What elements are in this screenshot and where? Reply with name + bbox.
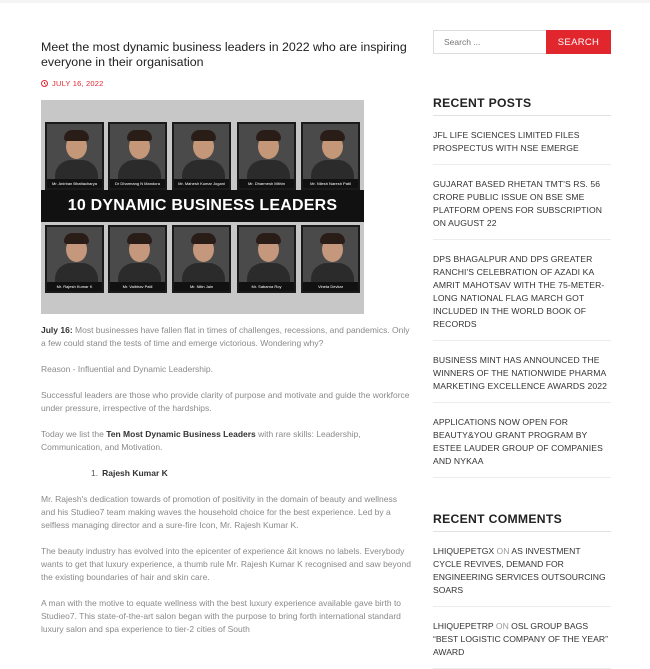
leader-caption: Mr. Dharmesh Mithin xyxy=(239,179,294,188)
leader-photo xyxy=(108,122,167,190)
comment-item xyxy=(433,607,611,669)
paragraph: Successful leaders are those who provide clarity of purpose and motivate and guide the workforce under pressure, irrespective of the hardships. xyxy=(41,390,410,413)
leader-caption: Dr Dharmang N Mandora xyxy=(110,179,165,188)
recent-comments-list xyxy=(433,532,611,669)
post-date[interactable] xyxy=(41,79,413,88)
leader-photo xyxy=(45,122,104,190)
paragraph: A man with the motive to equate wellness with the best luxury experience available gave birth to Studieo7. This state-of-the-art salon began with the purpose to bring forth international standard luxury salon and spa experience to tier-2 cities of South xyxy=(41,598,402,634)
search-input[interactable] xyxy=(433,30,546,54)
paragraph xyxy=(41,324,413,350)
dateline: July 16: xyxy=(41,325,73,335)
article xyxy=(41,40,413,649)
recent-posts-list xyxy=(433,116,611,478)
sidebar xyxy=(433,30,611,669)
leader-photo xyxy=(45,225,104,293)
post-title[interactable]: Meet the most dynamic business leaders in 2022 who are inspiring everyone in their organisation xyxy=(41,40,407,69)
image-banner: 10 DYNAMIC BUSINESS LEADERS xyxy=(41,190,364,222)
leader-caption: Mr. Mahesh Kumar Jogani xyxy=(174,179,229,188)
paragraph: The beauty industry has evolved into the epicenter of experience &it knows no labels. Everybody wants to get that luxury experience, a thumb rule Mr. Rajesh Kumar K recognised and saw beyond the existing boundaries of hair and skin care. xyxy=(41,546,411,582)
article-body xyxy=(41,324,413,636)
leader-caption: Vineta Devkar xyxy=(303,282,358,291)
comment-on: ON xyxy=(494,546,512,556)
top-border xyxy=(0,0,650,3)
leader-photo xyxy=(237,225,296,293)
leader-caption: Mr. Anirban Bhattacharya xyxy=(47,179,102,188)
leader-caption: Mr. Nitin Jain xyxy=(174,282,229,291)
recent-post-link[interactable]: GUJARAT BASED RHETAN TMT'S RS. 56 CRORE PUBLIC ISSUE ON BSE SME PLATFORM OPENS FOR SUBSCRIPTION ON AUGUST 22 xyxy=(433,165,611,240)
leader-caption: Mr. Nilesh Naresh Patil xyxy=(303,179,358,188)
numbered-list-item xyxy=(41,467,413,480)
featured-image xyxy=(41,100,364,314)
leader-photo xyxy=(108,225,167,293)
recent-comments-heading: RECENT COMMENTS xyxy=(433,512,611,532)
leader-photo xyxy=(301,225,360,293)
clock-icon xyxy=(41,80,48,87)
list-item-text: Rajesh Kumar K xyxy=(102,468,168,478)
comment-on: ON xyxy=(493,621,512,631)
comment-post-link[interactable]: OSL GROUP BAGS “BEST LOGISTIC COMPANY OF THE YEAR” AWARD xyxy=(433,621,608,657)
recent-post-link[interactable]: APPLICATIONS NOW OPEN FOR BEAUTY&YOU GRANT PROGRAM BY ESTEE LAUDER GROUP OF COMPANIES AND NYKAA xyxy=(433,403,611,478)
recent-post-link[interactable]: BUSINESS MINT HAS ANNOUNCED THE WINNERS OF THE NATIONWIDE PHARMA MARKETING EXCELLENCE AWARDS 2022 xyxy=(433,341,611,403)
paragraph: Reason - Influential and Dynamic Leadership. xyxy=(41,364,213,374)
comment-author[interactable]: LHIQUEPETGX xyxy=(433,546,495,556)
leaders-link[interactable]: Ten Most Dynamic Business Leaders xyxy=(106,429,256,439)
leader-photo xyxy=(172,122,231,190)
post-date-text[interactable]: JULY 16, 2022 xyxy=(52,79,104,88)
leader-caption: Mr. Rajesh Kumar K xyxy=(47,282,102,291)
paragraph-text: Most businesses have fallen flat in times of challenges, recessions, and pandemics. Only a few could stand the tests of time and emerge victorious. Wondering why? xyxy=(41,325,410,348)
paragraph: Today we list the Ten Most Dynamic Business Leaders with rare skills: Leadership, Communication, and Motivation. xyxy=(41,429,361,452)
leader-caption: Mr. Sabarna Roy xyxy=(239,282,294,291)
leader-photo xyxy=(237,122,296,190)
leader-photo xyxy=(172,225,231,293)
list-number: 1. xyxy=(91,468,99,478)
comment-post-link[interactable]: AS INVESTMENT CYCLE REVIVES, DEMAND FOR ENGINEERING SERVICES OUTSOURCING SOARS xyxy=(433,546,606,595)
paragraph: Mr. Rajesh's dedication towards of promotion of positivity in the domain of beauty and wellness and his Studieo7 team making waves the household choice for the best experience. Led by a selfless managing director and a sure-fire Icon, Mr. Rajesh Kumar K. xyxy=(41,494,397,530)
comment-item xyxy=(433,532,611,607)
recent-posts-heading: RECENT POSTS xyxy=(433,96,611,116)
leader-photo xyxy=(301,122,360,190)
recent-post-link[interactable]: DPS BHAGALPUR AND DPS GREATER RANCHI'S CELEBRATION OF AZADI KA AMRIT MAHOTSAV WITH THE 75-METER-LONG NATIONAL FLAG MARCH GOT INCLUDED IN THE WORLD BOOK OF RECORDS xyxy=(433,240,611,341)
search-form xyxy=(433,30,611,54)
leader-caption: Mr. Vaibhav Patil xyxy=(110,282,165,291)
comment-author[interactable]: LHIQUEPETRP xyxy=(433,621,494,631)
search-button[interactable]: SEARCH xyxy=(546,30,611,54)
recent-post-link[interactable]: JFL LIFE SCIENCES LIMITED FILES PROSPECTUS WITH NSE EMERGE xyxy=(433,116,611,165)
